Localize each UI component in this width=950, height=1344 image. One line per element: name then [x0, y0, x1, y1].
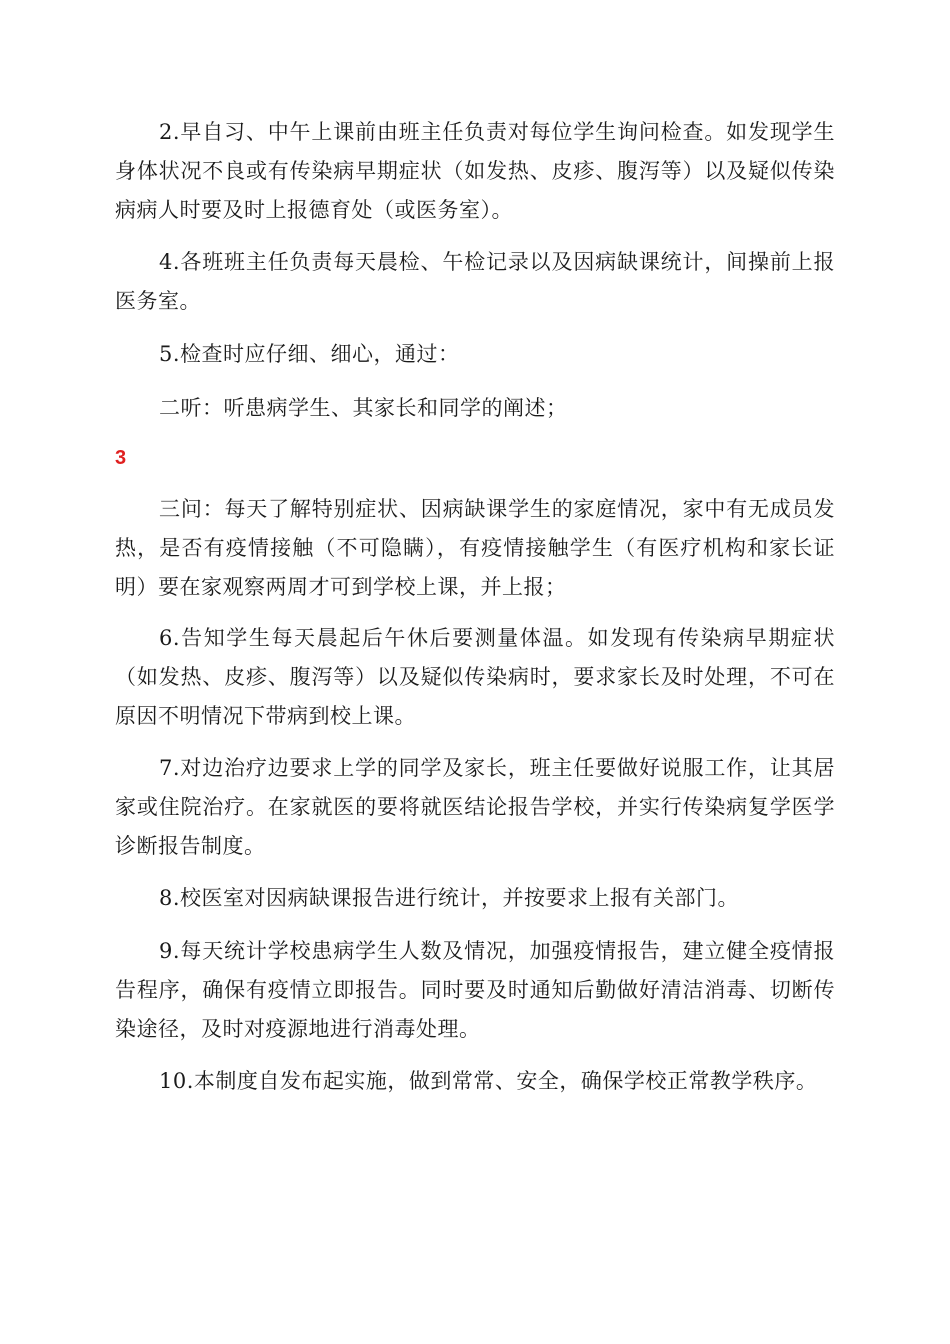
- paragraph-item-5: 5.检查时应仔细、细心，通过：: [159, 342, 460, 366]
- paragraph-item-10: 10.本制度自发布起实施，做到常常、安全，确保学校正常教学秩序。: [159, 1069, 818, 1093]
- paragraph-item-4: 4.各班班主任负责每天晨检、午检记录以及因病缺课统计，间操前上报医务室。: [115, 250, 835, 313]
- paragraph-item-8: 8.校医室对因病缺课报告进行统计，并按要求上报有关部门。: [159, 886, 740, 910]
- paragraph-listen: 二听：听患病学生、其家长和同学的阐述；: [159, 396, 568, 420]
- paragraph-ask: 三问：每天了解特别症状、因病缺课学生的家庭情况，家中有无成员发热，是否有疫情接触（不可隐瞒），有疫情接触学生（有医疗机构和家长证明）要在家观察两周才可到学校上课，并上报；: [115, 497, 835, 599]
- paragraph-item-6: 6.告知学生每天晨起后午休后要测量体温。如发现有传染病早期症状（如发热、皮疹、腹泻等）以及疑似传染病时，要求家长及时处理，不可在原因不明情况下带病到校上课。: [115, 626, 835, 728]
- paragraph-item-9: 9.每天统计学校患病学生人数及情况，加强疫情报告，建立健全疫情报告程序，确保有疫情立即报告。同时要及时通知后勤做好清洁消毒、切断传染途径，及时对疫源地进行消毒处理。: [115, 939, 835, 1041]
- page-number-marker: 3: [115, 447, 127, 469]
- paragraph-item-7: 7.对边治疗边要求上学的同学及家长，班主任要做好说服工作，让其居家或住院治疗。在家就医的要将就医结论报告学校，并实行传染病复学医学诊断报告制度。: [115, 756, 835, 858]
- paragraph-item-2: 2.早自习、中午上课前由班主任负责对每位学生询问检查。如发现学生身体状况不良或有传染病早期症状（如发热、皮疹、腹泻等）以及疑似传染病病人时要及时上报德育处（或医务室）。: [115, 120, 835, 222]
